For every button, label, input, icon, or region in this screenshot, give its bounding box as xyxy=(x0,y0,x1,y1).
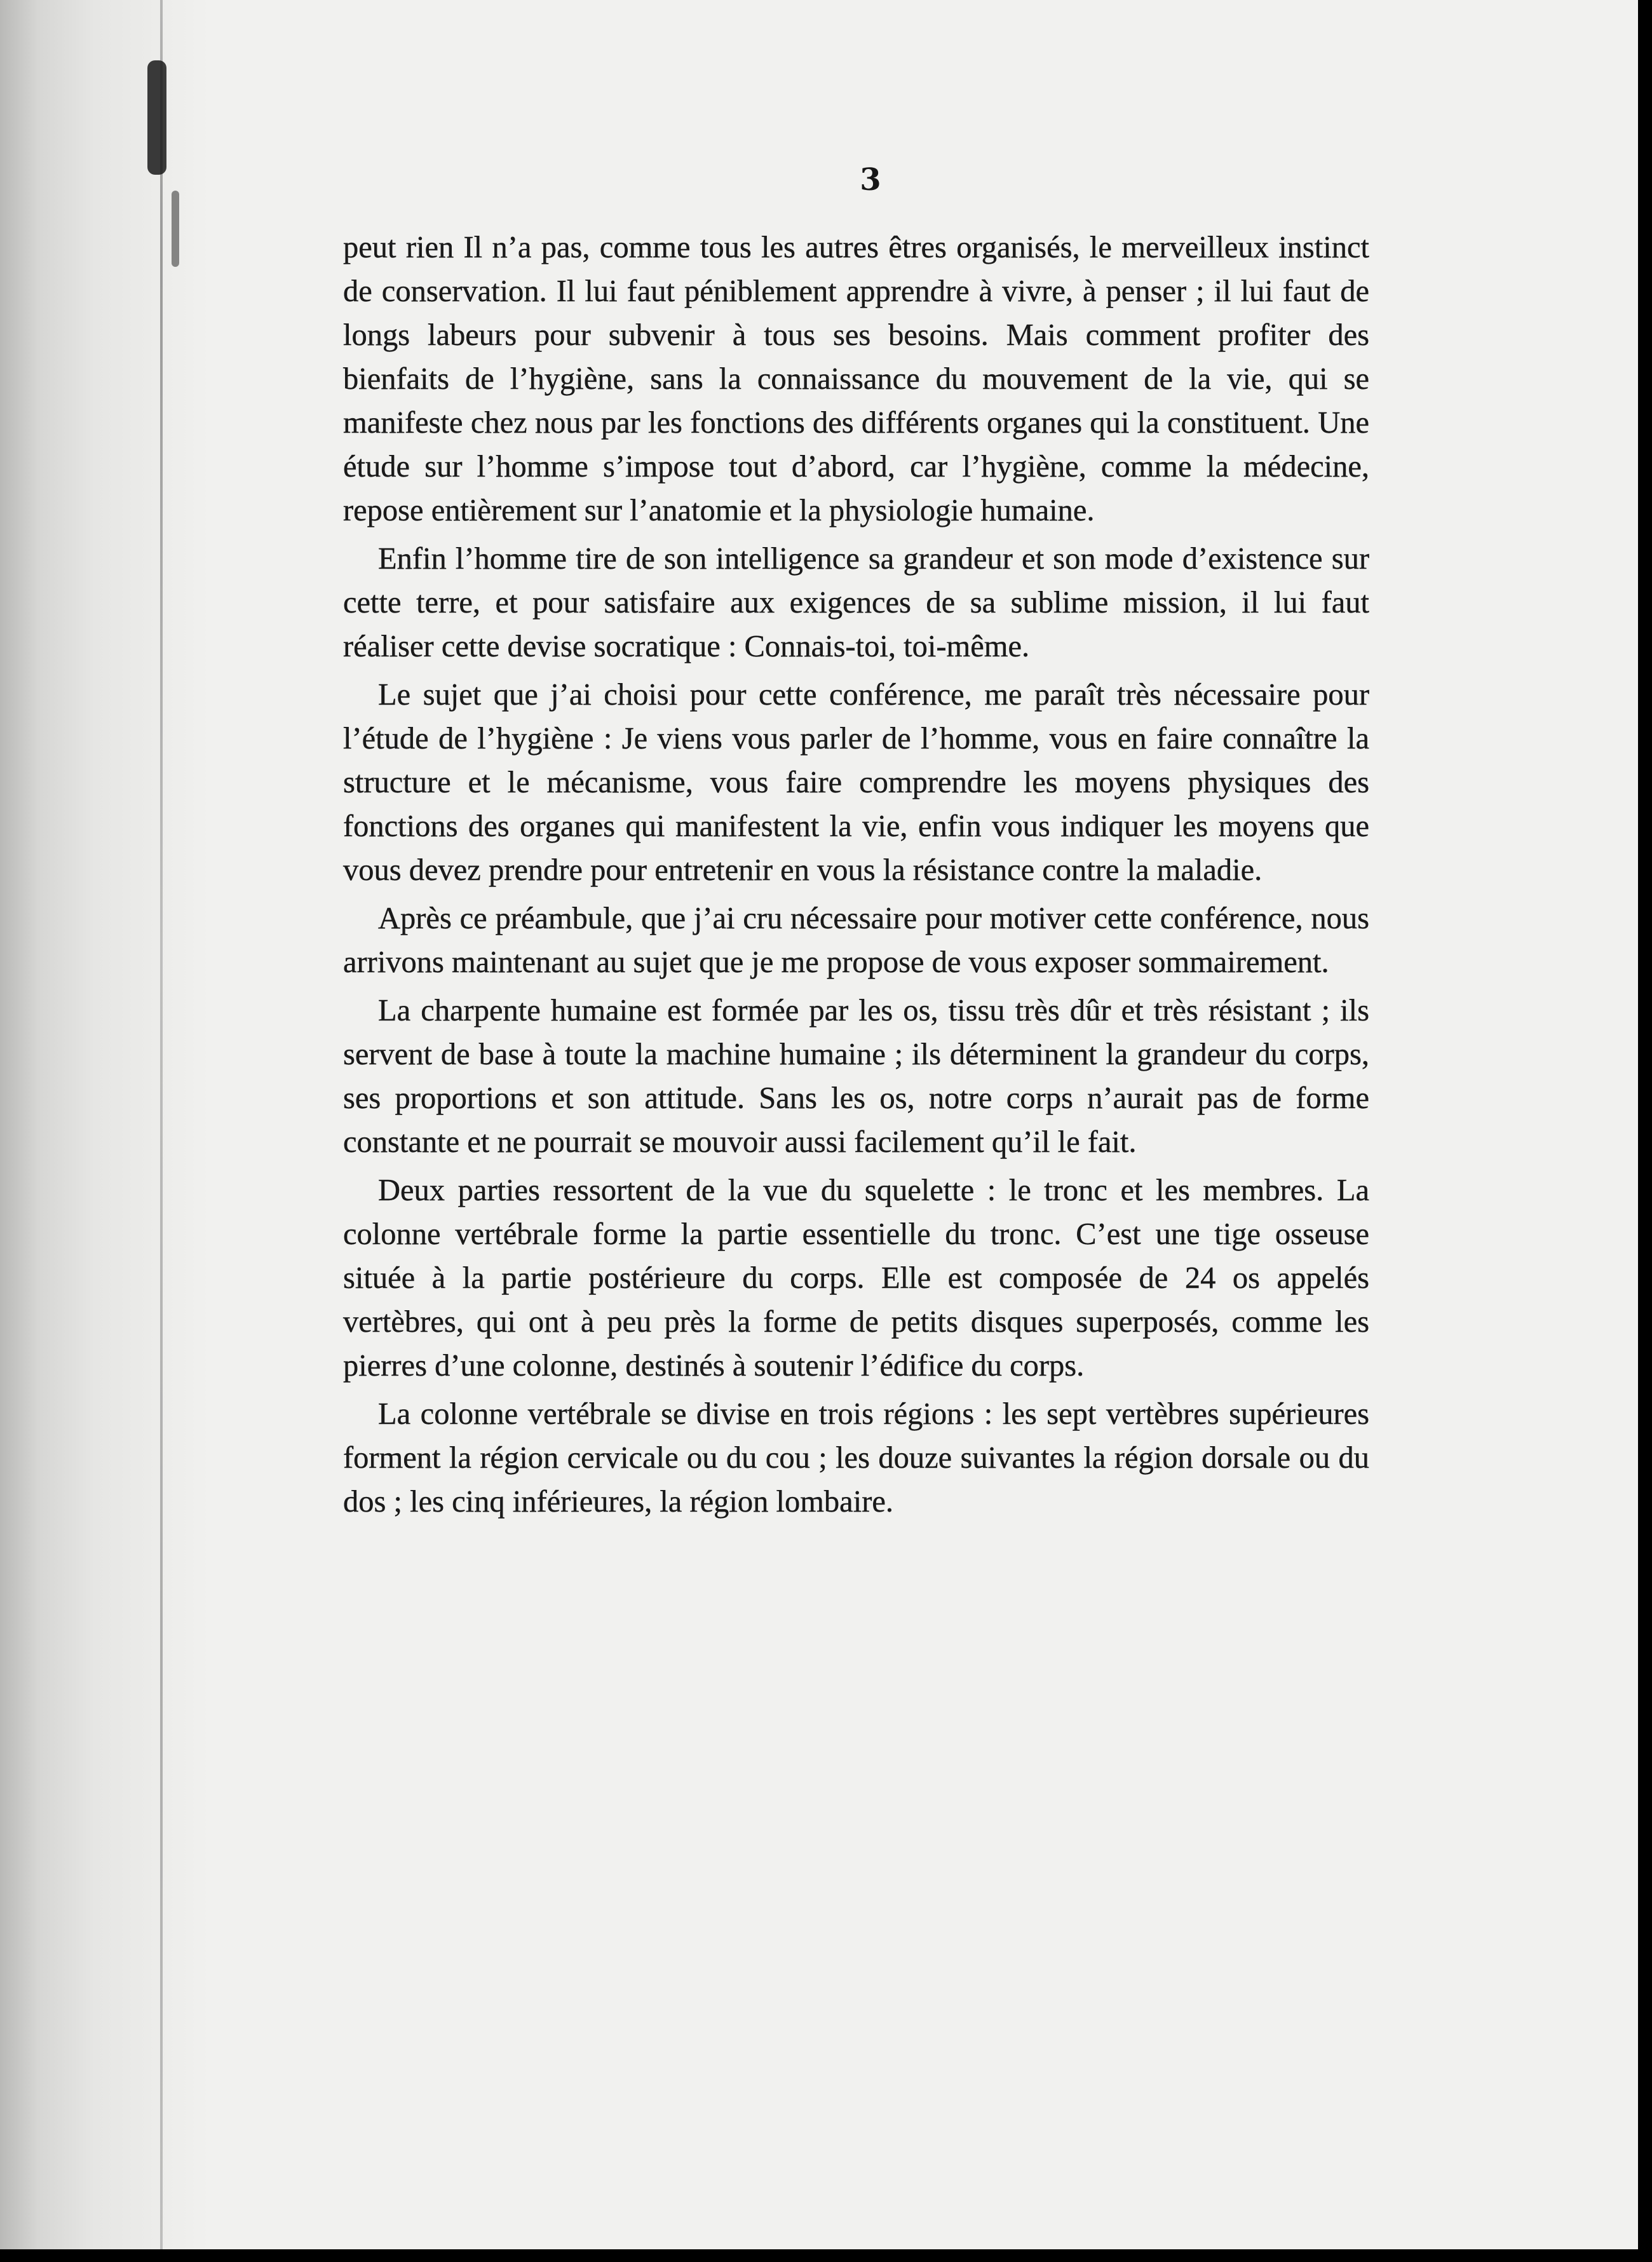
page-number: 3 xyxy=(860,162,881,198)
paragraph-1: peut rien Il n’a pas, comme tous les autres êtres organisés, le merveilleux instinct de conservation. Il lui faut péniblement apprendre à vivre, à penser ; il lui faut de longs labeurs pour subvenir à tous ses besoins. Mais comment profiter des bienfaits de l’hygiène, sans la connaissance du mouvement de la vie, qui se manifeste chez nous par les fonctions des différents organes qui la constituent. Une étude sur l’homme s’impose tout d’abord, car l’hygiène, comme la médecine, repose entièrement sur l’anatomie et la physiologie humaine. xyxy=(343,231,1369,527)
binding-mark xyxy=(147,60,166,175)
paragraph-5: La charpente humaine est formée par les os, tissu très dûr et très résistant ; ils servent de base à toute la machine humaine ; ils déterminent la grandeur du corps, ses proportions et son attitude. Sans les os, notre corps n’aurait pas de forme constante et ne pourrait se mouvoir aussi facilement qu’il le fait. xyxy=(343,994,1369,1159)
scan-border-bottom xyxy=(0,2249,1652,2262)
binding-shadow xyxy=(0,0,210,2262)
scan-border-right xyxy=(1638,0,1652,2262)
binding-mark-small xyxy=(172,191,179,267)
paragraph-7: La colonne vertébrale se divise en trois régions : les sept vertèbres supérieures forment la région cervicale ou du cou ; les douze suivantes la région dorsale ou du dos ; les cinq inférieures, la région lombaire. xyxy=(343,1397,1369,1519)
binding-edge xyxy=(160,0,163,2262)
paragraph-4: Après ce préambule, que j’ai cru nécessaire pour motiver cette conférence, nous arrivons maintenant au sujet que je me propose de vous exposer sommairement. xyxy=(343,902,1369,979)
paragraph-2: Enfin l’homme tire de son intelligence sa grandeur et son mode d’existence sur cette terre, et pour satisfaire aux exigences de sa sublime mission, il lui faut réaliser cette devise socratique : Connais-toi, toi-même. xyxy=(343,542,1369,663)
paragraph-3: Le sujet que j’ai choisi pour cette conférence, me paraît très nécessaire pour l’étude de l’hygiène : Je viens vous parler de l’homme, vous en faire connaître la structure et le mécanisme, vous faire comprendre les moyens physiques des fonctions des organes qui manifestent la vie, enfin vous indiquer les moyens que vous devez prendre pour entretenir en vous la résistance contre la maladie. xyxy=(343,678,1369,887)
body-text xyxy=(343,226,1369,1528)
paragraph-6: Deux parties ressortent de la vue du squelette : le tronc et les membres. La colonne vertébrale forme la partie essentielle du tronc. C’est une tige osseuse située à la partie postérieure du corps. Elle est composée de 24 os appelés vertèbres, qui ont à peu près la forme de petits disques superposés, comme les pierres d’une colonne, destinés à soutenir l’édifice du corps. xyxy=(343,1174,1369,1383)
